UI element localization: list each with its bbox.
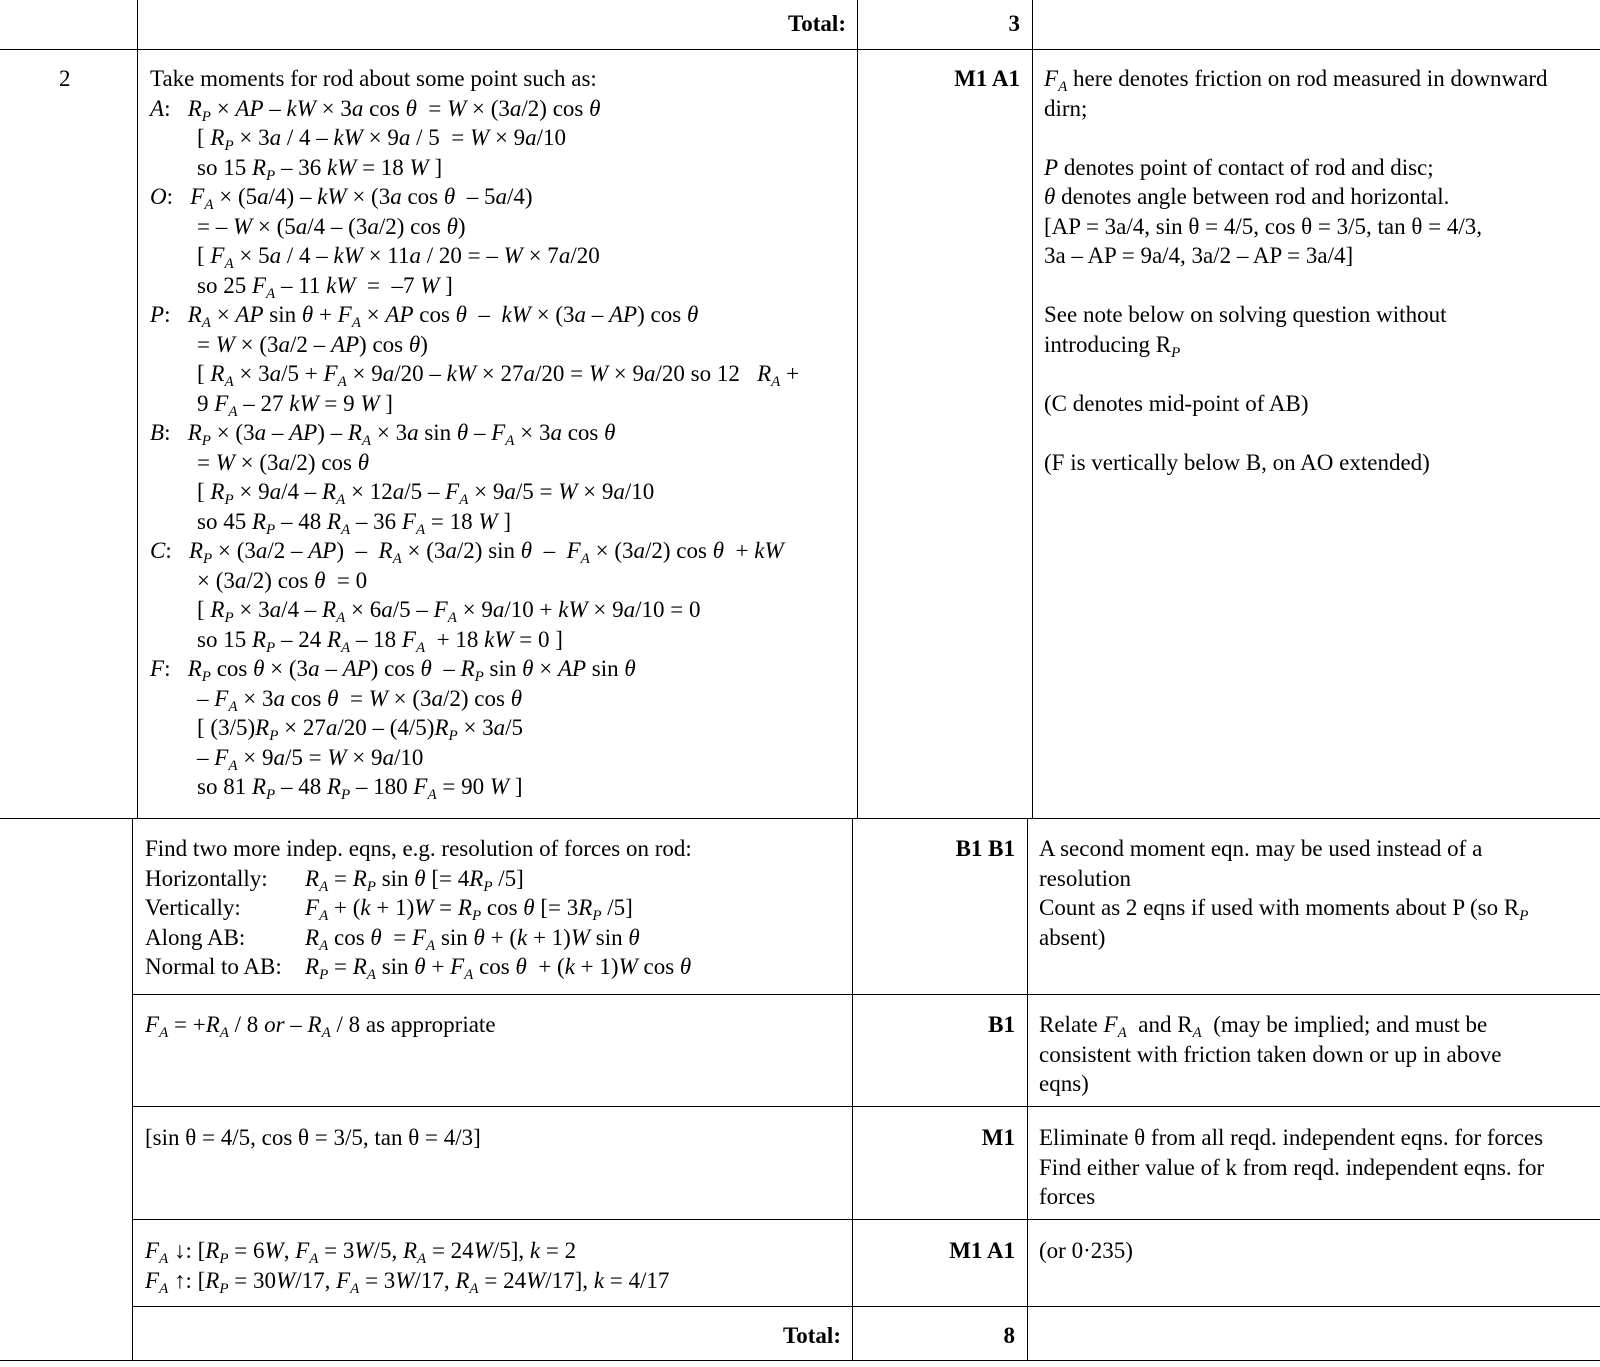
eqn-line: O: $F_A \times (5a/4)$ – kW × (3a cos θ – 5a/4)	[150, 184, 533, 213]
eqn-line: [ $R_A \times 3a/5 + F_A \times 9a/20$ – kW × 27a/20 = W × 9a/20 so 12 $R_A$ +	[197, 361, 800, 390]
eqn-line: – $F_A \times 3a$ cos θ = W × (3a/2) cos θ	[197, 685, 523, 715]
rule-friction-bottom	[132, 1106, 1600, 1107]
rule-answer-bottom	[132, 1306, 1600, 1307]
eqn-line: = W × (3a/2) cos θ	[197, 449, 370, 475]
friction-notes: Relate $F_A$ and $R_A$ (may be implied; and must be consistent with friction taken down or up in above eqns)	[1039, 1010, 1501, 1099]
moments-marks: M1 A1	[954, 66, 1020, 91]
rule-moments-bottom	[0, 818, 1600, 819]
rule-resolve-bottom	[132, 994, 1600, 995]
note-line: forces	[1039, 1184, 1096, 1209]
resolve-working	[145, 834, 692, 982]
note-line: (may be implied; and must be	[1213, 1012, 1488, 1037]
eqn-line: $F_A$ ↓: [$R_P = 6W$, $F_A = 3W/5$, $R_A = 24W/5$], k = 2	[145, 1238, 577, 1267]
note-line: dirn;	[1044, 95, 1088, 121]
resolve-notes: A second moment eqn. may be used instead of a resolution Count as 2 eqns if used with moments about P (so $R_P$ absent)	[1039, 834, 1528, 952]
col-rule-3-lower	[1027, 818, 1028, 1360]
eqn-line: $F_A = +R_A / 8$ or – $R_A / 8$ as appropriate	[145, 1012, 496, 1041]
eqn-line: F: $R_P$ cos θ × (3a – AP) cos θ – $R_P$ sin θ × AP sin θ	[150, 656, 636, 685]
eqn-line: [ $F_A \times 5a / 4$ – kW × 11a / 20 = – W × 7a/20	[197, 243, 600, 272]
note-line: consistent with friction taken down or up in above	[1039, 1041, 1502, 1067]
rule-trig-bottom	[132, 1219, 1600, 1220]
note-line: denotes point of contact of rod and disc;	[1063, 154, 1434, 180]
friction-working	[145, 1010, 496, 1040]
eqn-line: [ $R_P \times 3a / 4$ – kW × 9a / 5 = W × 9a/10	[197, 125, 567, 154]
eqn-line: so 25 $F_A - 11$ kW = –7 W ]	[197, 272, 453, 302]
resolve-label: Vertically:	[145, 895, 241, 920]
eqn-line: A: $R_P$ × AP – kW × 3a cos θ = W × (3a/2) cos θ	[150, 95, 601, 125]
note-line: denotes angle between rod and horizontal.	[1061, 184, 1450, 209]
resolve-label: Normal to AB:	[145, 954, 282, 979]
col-rule-1-upper	[137, 0, 138, 818]
note-line: Eliminate θ from all reqd. independent eqns. for forces	[1039, 1125, 1544, 1150]
note-line: absent)	[1039, 924, 1106, 950]
note-line: See note below on solving question without	[1044, 302, 1447, 327]
resolve-label: Horizontally:	[145, 865, 268, 891]
total-label: Total:	[783, 1323, 841, 1348]
eqn-line: so 15 $R_P - 24$ $R_A - 18$ $F_A + 18$ kW = 0 ]	[197, 626, 563, 656]
arrow-down-icon: ↓	[173, 1238, 186, 1263]
note-line: Count as 2 eqns if used with moments about P (so R	[1039, 895, 1520, 920]
trig-marks: M1	[981, 1125, 1015, 1150]
eqn-line: so 15 $R_P - 36$ kW = 18 W ]	[197, 154, 443, 184]
eqn-line: Along AB: $R_A$ $\cos \theta = F_A$ sin θ + (k + 1)W sin θ	[145, 924, 640, 954]
eqn-line: so 81 $R_P - 48$ $R_P - 180$ $F_A = 90$ W ]	[197, 774, 523, 803]
col-rule-1-lower	[132, 818, 133, 1360]
rule-table-bottom	[0, 1360, 1600, 1361]
moments-working	[150, 64, 799, 802]
note-line: and R	[1138, 1012, 1193, 1037]
resolve-marks: B1 B1	[955, 836, 1015, 861]
eqn-line: × (3a/2) cos θ = 0	[197, 567, 368, 593]
note-line: Find either value of k from reqd. independent eqns. for	[1039, 1154, 1545, 1180]
note-line: [AP = 3a/4, sin θ = 4/5, cos θ = 3/5, tan θ = 4/3,	[1044, 213, 1483, 239]
top-total-marks: 3	[1008, 11, 1020, 36]
col-rule-2-upper	[857, 0, 858, 818]
eqn-line: Horizontally: $R_A = R_P$ sin θ [= $4R_P$ /5]	[145, 865, 524, 895]
eqn-line: = W × (3a/2 – AP) cos θ)	[197, 331, 428, 357]
col-rule-2-lower	[852, 818, 853, 1360]
question-number: 2	[59, 66, 71, 91]
eqn-line: Normal to AB: $R_P = R_A$ $\sin \theta + F_A$ cos θ + (k + 1)W cos θ	[145, 954, 692, 983]
eqn-line: – $F_A \times 9a/5 = W \times 9a/10$	[197, 744, 424, 774]
resolve-intro: Find two more indep. eqns, e.g. resolution of forces on rod:	[145, 836, 692, 861]
note-line: resolution	[1039, 865, 1131, 891]
eqn-line: C: $R_P \times (3a/2 - AP) - R_A \times (3a/2)$ $\sin \theta - F_A \times (3a/2)$ cos θ + kW	[150, 538, 784, 567]
top-total-label: Total:	[788, 11, 846, 36]
note-line: here denotes friction on rod measured in downward	[1072, 66, 1548, 91]
eqn-line: Vertically: $F_A + (k + 1)W = R_P$ cos θ [= $3R_P$ /5]	[145, 895, 633, 924]
trig-working: [sin θ = 4/5, cos θ = 3/5, tan θ = 4/3]	[145, 1125, 481, 1150]
friction-marks: B1	[988, 1012, 1015, 1037]
answer-marks: M1 A1	[949, 1238, 1015, 1263]
arrow-up-icon: ↑	[173, 1267, 186, 1293]
eqn-line: [ $R_P \times 3a/4 - R_A \times 6a/5 - F_A \times 9a/10$ + kW × 9a/10 = 0	[197, 597, 701, 626]
eqn-line: = – W × (5a/4 – (3a/2) cos θ)	[197, 213, 466, 239]
answer-note: (or 0·235)	[1039, 1238, 1133, 1263]
eqn-line: so 45 $R_P - 48$ $R_A - 36$ $F_A = 18$ W ]	[197, 508, 511, 538]
note-line: eqns)	[1039, 1071, 1089, 1096]
eqn-line: B: $R_P \times (3a - AP) - R_A \times 3a$ $\sin \theta - F_A \times 3a$ cos θ	[150, 420, 616, 449]
note-line: (F is vertically below B, on AO extended)	[1044, 449, 1430, 475]
moments-intro: Take moments for rod about some point such as:	[150, 66, 597, 91]
total-marks: 8	[1003, 1323, 1015, 1348]
eqn-line: P: $R_A$ × AP $\sin \theta + F_A$ × AP cos θ – kW × (3a – AP) cos θ	[150, 302, 699, 331]
rule-top-total-bottom	[0, 49, 1600, 50]
note-line: (C denotes mid-point of AB)	[1044, 390, 1309, 416]
eqn-line: [ $R_P \times 9a/4 - R_A \times 12a/5 - F_A \times 9a/5 = W \times 9a/10$	[197, 479, 655, 508]
answer-working	[145, 1236, 669, 1295]
note-line: introducing R	[1044, 331, 1172, 357]
eqn-line: [ $(3/5)R_P \times 27a/20 - (4/5)R_P \times 3a/5$	[197, 715, 524, 744]
eqn-line: $F_A$ ↑: [$R_P = 30W/17$, $F_A = 3W/17$, $R_A = 24W/17$], k = 4/17	[145, 1267, 670, 1297]
trig-notes	[1039, 1123, 1544, 1212]
eqn-line: 9 $F_A - 27$ kW = 9 W ]	[197, 390, 393, 420]
note-line: 3a – AP = 9a/4, 3a/2 – AP = 3a/4]	[1044, 243, 1354, 268]
note-line: A second moment eqn. may be used instead of a	[1039, 836, 1483, 861]
moments-notes: $F_A$ here denotes friction on rod measured in downward dirn; P denotes point of contact of rod and disc; θ denotes angle between rod and horizontal. [AP = 3a/4, sin θ = 4/5, cos θ = 3/5, tan θ = 4/3, 3a – AP = 9a/4, 3a/2 – AP = 3a/4] See note below on solving question without introducing $R_P$ (C denotes mid-point of AB) (F is vertically below B, on AO extended)	[1044, 64, 1548, 477]
col-rule-3-upper	[1032, 0, 1033, 818]
resolve-label: Along AB:	[145, 924, 246, 950]
